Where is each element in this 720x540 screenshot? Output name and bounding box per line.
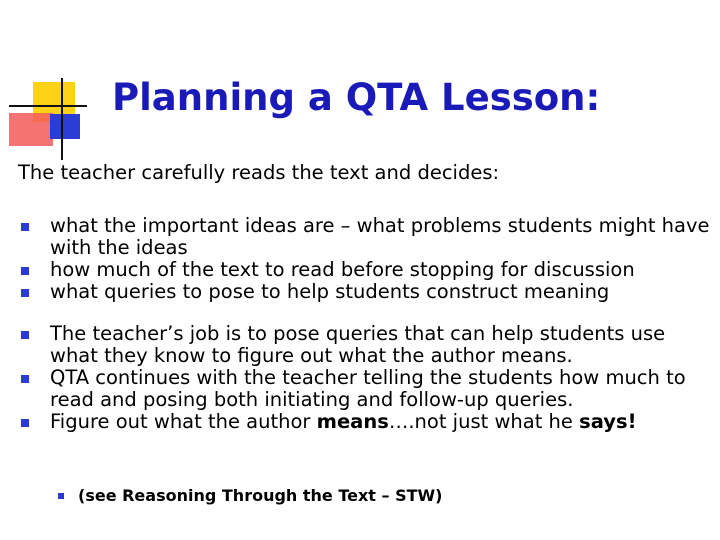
- square-bullet-icon: [21, 375, 29, 383]
- bullet-text: what the important ideas are – what problems students might have with the ideas: [50, 214, 710, 259]
- logo-red-block: [9, 113, 53, 146]
- block-logo-icon: [0, 0, 100, 170]
- logo-horizontal-line: [9, 105, 87, 107]
- square-bullet-icon: [21, 419, 29, 427]
- bullet-item: [18, 281, 713, 303]
- square-bullet-icon: [21, 331, 29, 339]
- square-bullet-icon: [21, 267, 29, 275]
- bullet-bold-means: means: [316, 410, 389, 433]
- bullet-text-part: ….not just what he: [388, 410, 580, 433]
- bullet-text: The teacher’s job is to pose queries that can help students use what they know to figure out what the author means.: [50, 322, 666, 367]
- bullet-list: [18, 215, 713, 433]
- bullet-text: QTA continues with the teacher telling the students how much to read and posing both initiating and follow-up queries.: [50, 366, 686, 411]
- square-bullet-icon: [21, 223, 29, 231]
- logo-blue-block: [50, 114, 80, 139]
- sub-bullet-item: [58, 485, 442, 507]
- bullet-item: [18, 323, 713, 367]
- bullet-bold-says: says!: [579, 410, 637, 433]
- bullet-item: [18, 411, 713, 433]
- bullet-item: [18, 215, 713, 259]
- bullet-item: [18, 259, 713, 281]
- intro-text: The teacher carefully reads the text and decides:: [18, 161, 500, 184]
- sub-bullet-text: (see Reasoning Through the Text – STW): [78, 486, 443, 505]
- logo-vertical-line: [61, 78, 63, 160]
- sub-bullet-list: [58, 485, 442, 507]
- bullet-text: what queries to pose to help students construct meaning: [50, 280, 610, 303]
- bullet-text: how much of the text to read before stopping for discussion: [50, 258, 635, 281]
- square-bullet-icon: [58, 493, 64, 499]
- slide-title: Planning a QTA Lesson:: [112, 76, 601, 119]
- bullet-text-part: Figure out what the author: [50, 410, 317, 433]
- square-bullet-icon: [21, 289, 29, 297]
- bullet-item: [18, 367, 713, 411]
